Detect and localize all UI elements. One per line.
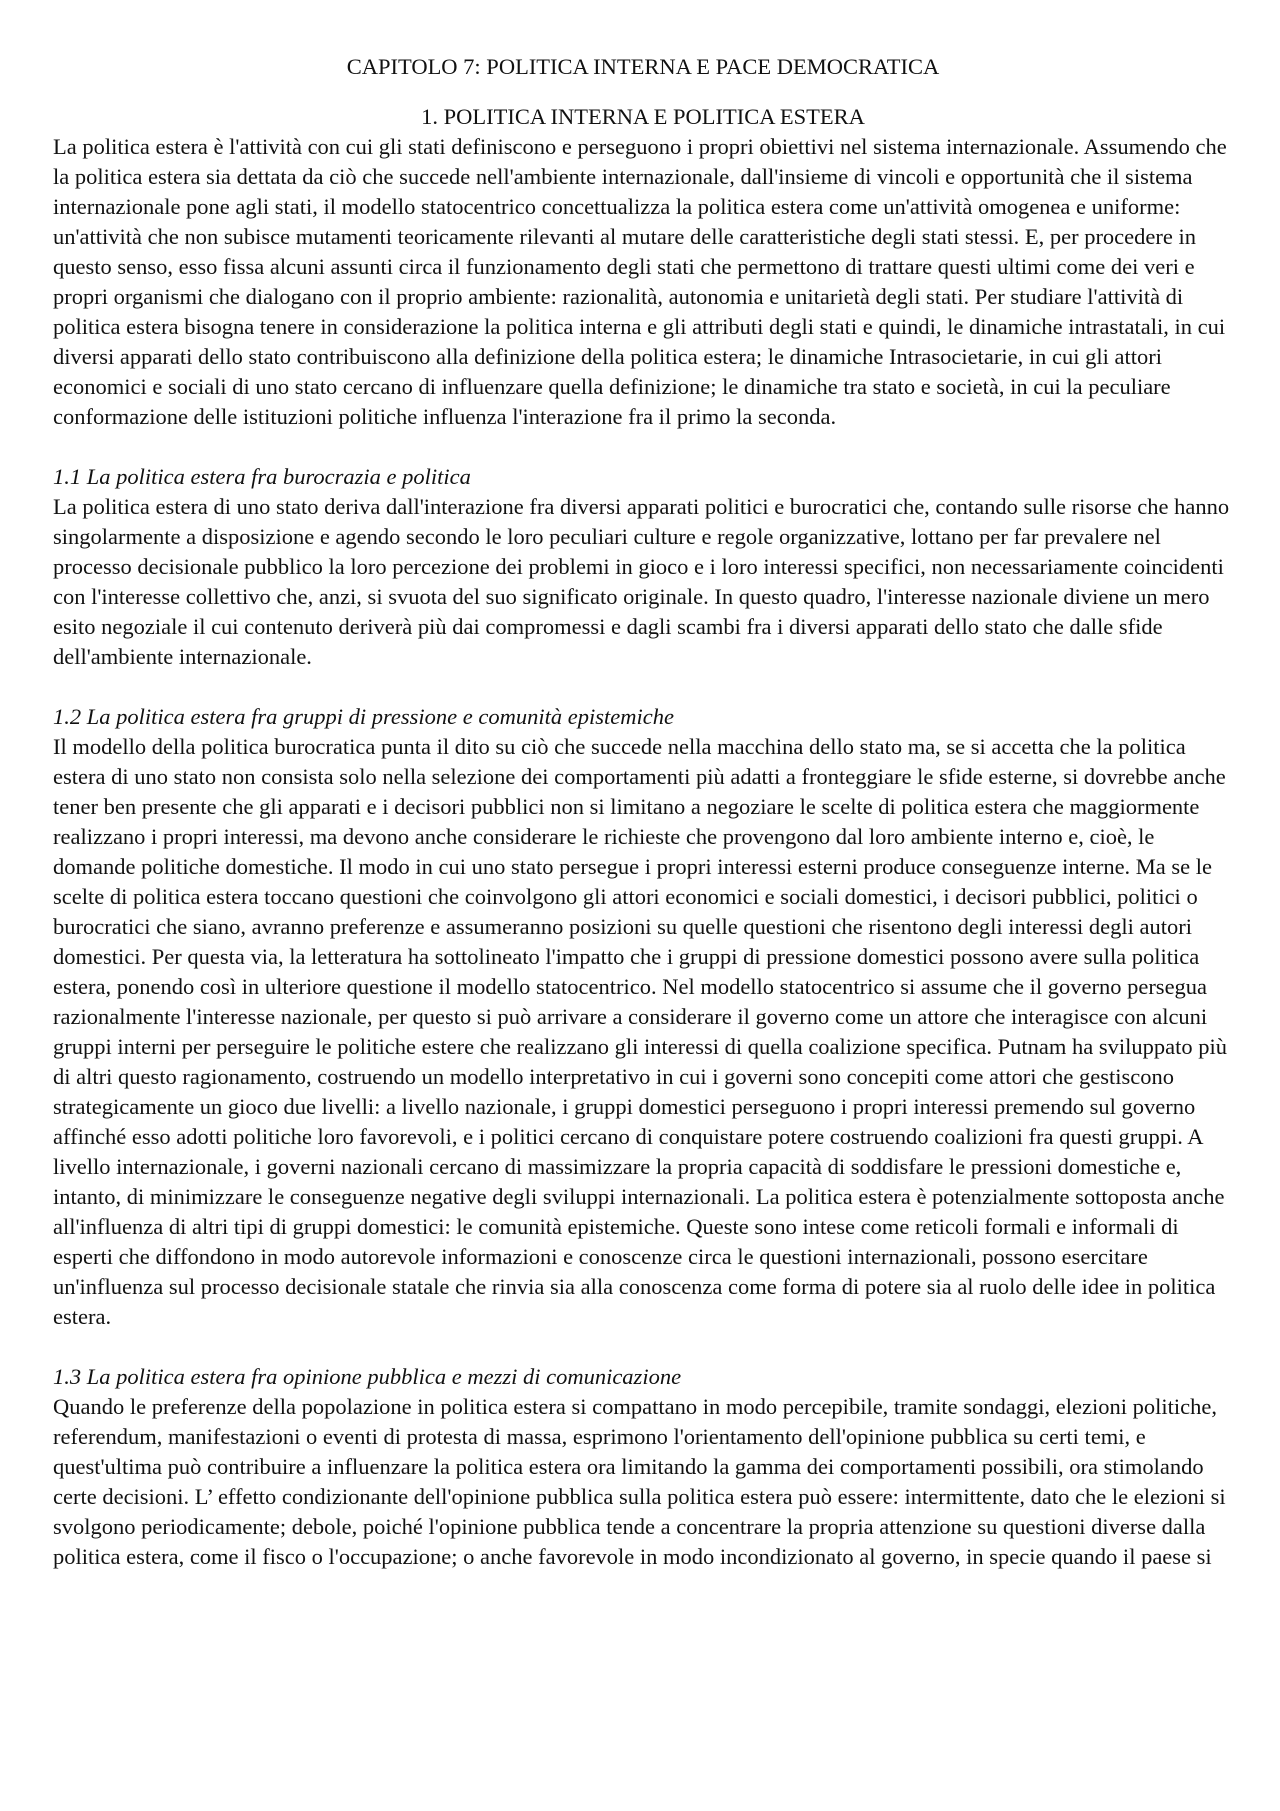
chapter-title: CAPITOLO 7: POLITICA INTERNA E PACE DEMOCRATICA bbox=[346, 54, 940, 79]
subsection-1-1 bbox=[53, 462, 1233, 672]
subsection-paragraph: Quando le preferenze della popolazione in politica estera si compattano in modo percepibile, tramite sondaggi, elezioni politiche, referendum, manifestazioni o eventi di protesta di massa, esprimono l'orientamento dell'opinione pubblica su certi temi, e quest'ultima può contribuire a influenzare la politica estera ora limitando la gamma dei comportamenti possibili, ora stimolando certe decisioni. L’ effetto condizionante dell'opinione pubblica sulla politica estera può essere: intermittente, dato che le elezioni si svolgono periodicamente; debole, poiché l'opinione pubblica tende a concentrare la propria attenzione su questioni diverse dalla politica estera, come il fisco o l'occupazione; o anche favorevole in modo incondizionato al governo, in specie quando il paese si bbox=[53, 1394, 1226, 1569]
subsection-paragraph: Il modello della politica burocratica punta il dito su ciò che succede nella macchina dello stato ma, se si accetta che la politica estera di uno stato non consista solo nella selezione dei comportamenti più adatti a fronteggiare le sfide esterne, si dovrebbe anche tener ben presente che gli apparati e i decisori pubblici non si limitano a negoziare le scelte di politica estera che maggiormente realizzano i propri interessi, ma devono anche considerare le richieste che provengono dal loro ambiente interno e, cioè, le domande politiche domestiche. Il modo in cui uno stato persegue i propri interessi esterni produce conseguenze interne. Ma se le scelte di politica estera toccano questioni che coinvolgono gli attori economici e sociali domestici, i decisori pubblici, politici o burocratici che siano, avranno preferenze e assumeranno posizioni su quelle questioni che risentono degli interessi degli autori domestici. Per questa via, la letteratura ha sottolineato l'impatto che i gruppi di pressione domestici possono avere sulla politica estera, ponendo così in ulteriore questione il modello statocentrico. Nel modello statocentrico si assume che il governo persegua razionalmente l'interesse nazionale, per questo si può arrivare a considerare il governo come un attore che interagisce con alcuni gruppi interni per perseguire le politiche estere che realizzano gli interessi di quella coalizione specifica. Putnam ha sviluppato più di altri questo ragionamento, costruendo un modello interpretativo in cui i governi sono concepiti come attori che gestiscono strategicamente un gioco due livelli: a livello nazionale, i gruppi domestici perseguono i propri interessi premendo sul governo affinché esso adotti politiche loro favorevoli, e i politici cercano di conquistare potere costruendo coalizioni fra questi gruppi. A livello internazionale, i governi nazionali cercano di massimizzare la propria capacità di soddisfare le pressioni domestiche e, intanto, di minimizzare le conseguenze negative degli sviluppi internazionali. La politica estera è potenzialmente sottoposta anche all'influenza di altri tipi di gruppi domestici: le comunità epistemiche. Queste sono intese come reticoli formali e informali di esperti che diffondono in modo autorevole informazioni e conoscenze circa le questioni internazionali, possono esercitare un'influenza sul processo decisionale statale che rinvia sia alla conoscenza come forma di potere sia al ruolo delle idee in politica estera. bbox=[53, 734, 1227, 1329]
section-title: 1. POLITICA INTERNA E POLITICA ESTERA bbox=[421, 104, 865, 129]
subsection-1-2 bbox=[53, 702, 1233, 1332]
subsection-title: 1.3 La politica estera fra opinione pubblica e mezzi di comunicazione bbox=[53, 1364, 682, 1389]
subsection-paragraph: La politica estera di uno stato deriva dall'interazione fra diversi apparati politici e burocratici che, contando sulle risorse che hanno singolarmente a disposizione e agendo secondo le loro peculiari culture e regole organizzative, lottano per far prevalere nel processo decisionale pubblico la loro percezione dei problemi in gioco e i loro interessi specifici, non necessariamente coincidenti con l'interesse collettivo che, anzi, si svuota del suo significato originale. In questo quadro, l'interesse nazionale diviene un mero esito negoziale il cui contenuto deriverà più dai compromessi e dagli scambi fra i diversi apparati dello stato che dalle sfide dell'ambiente internazionale. bbox=[53, 494, 1230, 669]
subsection-title: 1.1 La politica estera fra burocrazia e politica bbox=[53, 464, 471, 489]
subsection-1-3 bbox=[53, 1362, 1233, 1572]
subsection-title: 1.2 La politica estera fra gruppi di pressione e comunità epistemiche bbox=[53, 704, 674, 729]
document-page bbox=[53, 52, 1233, 1572]
intro-paragraph: La politica estera è l'attività con cui gli stati definiscono e perseguono i propri obiettivi nel sistema internazionale. Assumendo che la politica estera sia dettata da ciò che succede nell'ambiente internazionale, dall'insieme di vincoli e opportunità che il sistema internazionale pone agli stati, il modello statocentrico concettualizza la politica estera come un'attività omogenea e uniforme: un'attività che non subisce mutamenti teoricamente rilevanti al mutare delle caratteristiche degli stati stessi. E, per procedere in questo senso, esso fissa alcuni assunti circa il funzionamento degli stati che permettono di trattare questi ultimi come dei veri e propri organismi che dialogano con il proprio ambiente: razionalità, autonomia e unitarietà degli stati. Per studiare l'attività di politica estera bisogna tenere in considerazione la politica interna e gli attributi degli stati e quindi, le dinamiche intrastatali, in cui diversi apparati dello stato contribuiscono alla definizione della politica estera; le dinamiche Intrasocietarie, in cui gli attori economici e sociali di uno stato cercano di influenzare quella definizione; le dinamiche tra stato e società, in cui la peculiare conformazione delle istituzioni politiche influenza l'interazione fra il primo la seconda. bbox=[53, 134, 1227, 429]
